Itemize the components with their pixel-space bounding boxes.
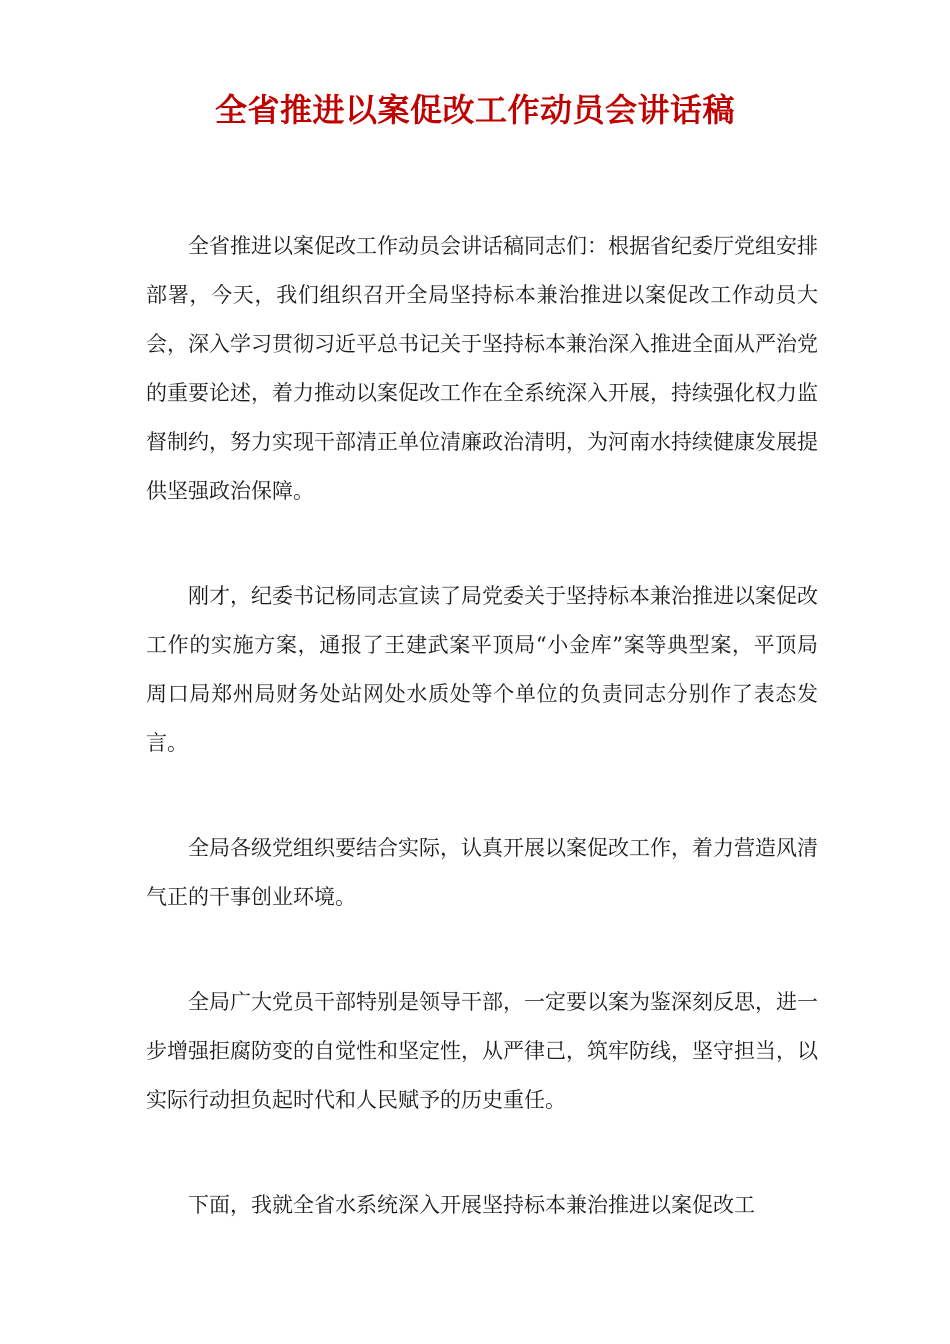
paragraph-announcement: 刚才，纪委书记杨同志宣读了局党委关于坚持标本兼治推进以案促改工作的实施方案，通报了王建武案平顶局“小金库”案等典型案，平顶局周口局郑州局财务处站网处水质处等个单位的负责同志分别作了表态发言。 [146,584,818,755]
document-body [146,222,818,1230]
paragraph-party-members: 全局广大党员干部特别是领导干部，一定要以案为鉴深刻反思，进一步增强拒腐防变的自觉性和坚定性，从严律己，筑牢防线，坚守担当，以实际行动担负起时代和人民赋予的历史重任。 [146,990,818,1112]
paragraph-opening: 全省推进以案促改工作动员会讲话稿同志们：根据省纪委厅党组安排部署，今天，我们组织召开全局坚持标本兼治推进以案促改工作动员大会，深入学习贯彻习近平总书记关于坚持标本兼治深入推进全面从严治党的重要论述，着力推动以案促改工作在全系统深入开展，持续强化权力监督制约，努力实现干部清正单位清廉政治清明，为河南水持续健康发展提供坚强政治保障。 [146,234,818,503]
paragraph-continuation: 下面，我就全省水系统深入开展坚持标本兼治推进以案促改工 [188,1193,755,1217]
document-title: 全省推进以案促改工作动员会讲话稿 [214,91,735,129]
paragraph-party-organizations: 全局各级党组织要结合实际，认真开展以案促改工作，着力营造风清气正的干事创业环境。 [146,836,818,909]
